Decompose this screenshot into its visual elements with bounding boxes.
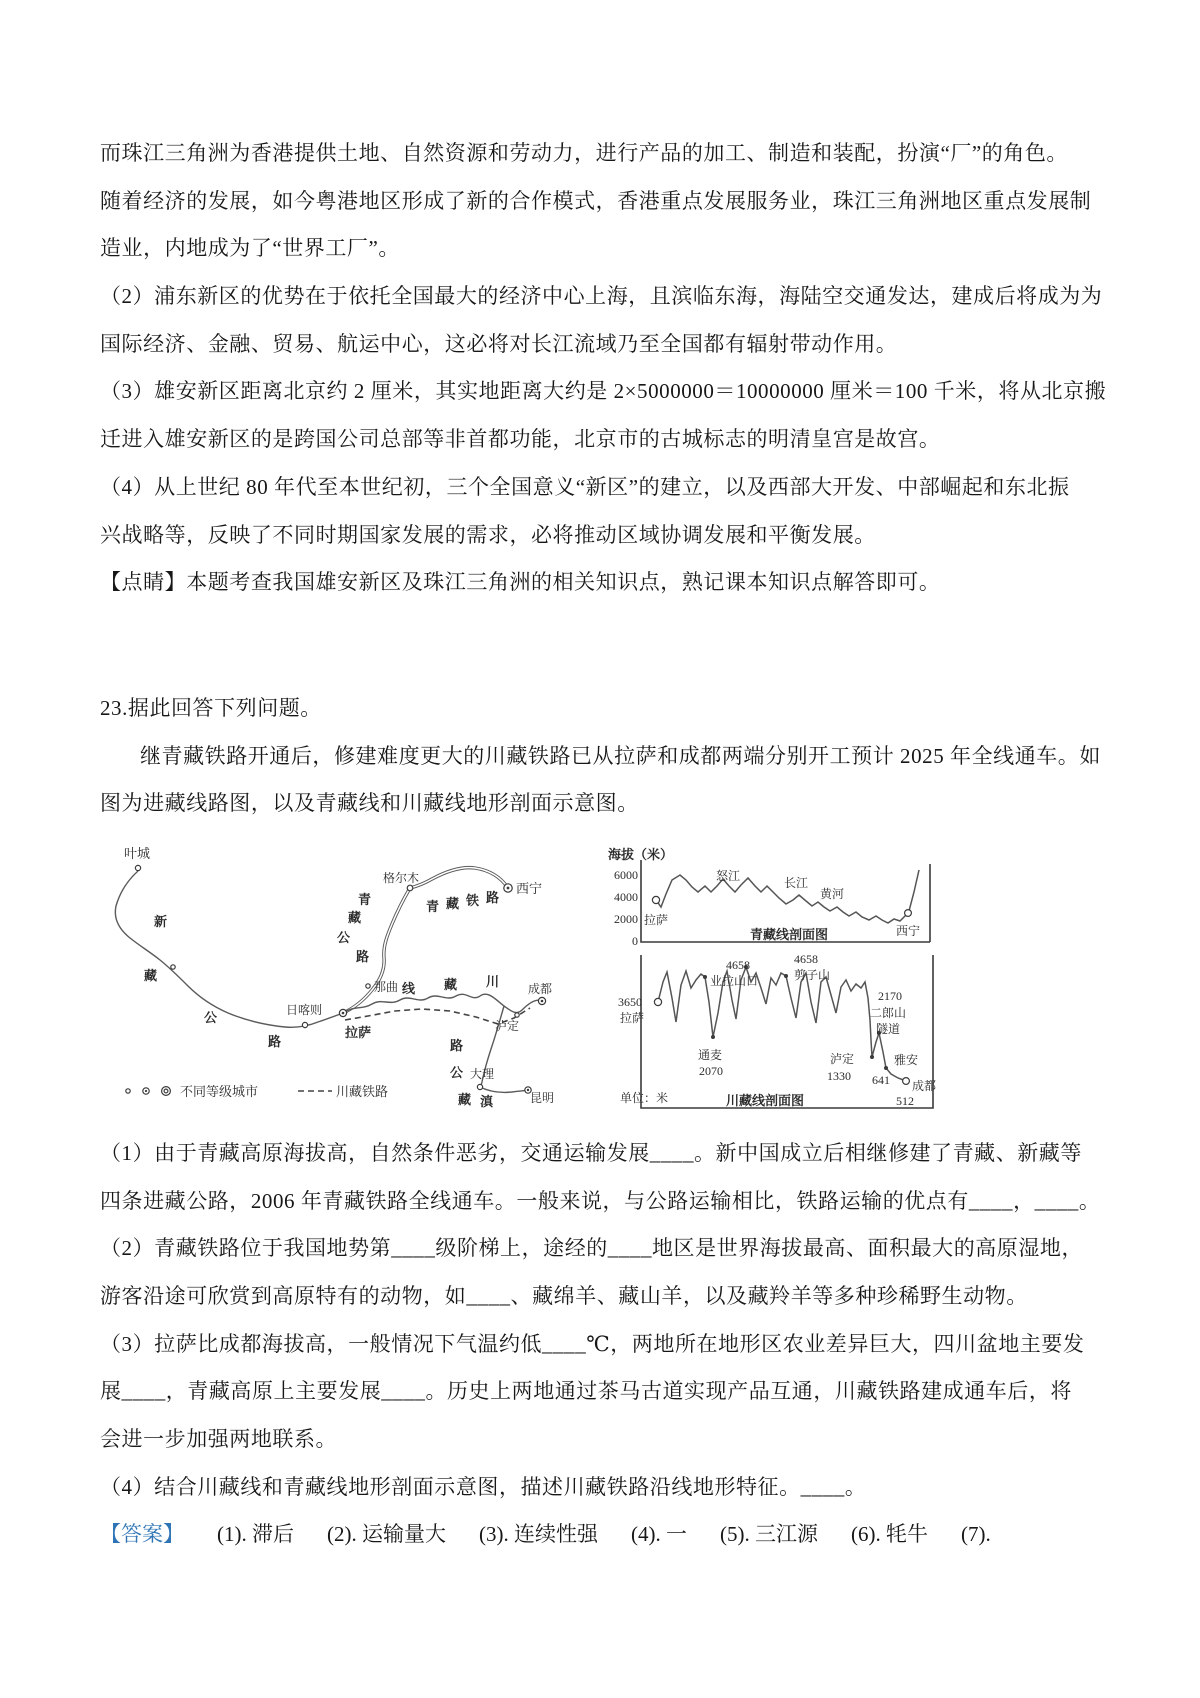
question-line: （1）由于青藏高原海拔高，自然条件恶劣，交通运输发展____。新中国成立后相继修建了青藏、新藏等 <box>100 1140 1082 1165</box>
tibet-routes-map <box>100 830 555 1110</box>
question-23-block <box>100 685 1112 828</box>
profile-cz-peak2-label: 剪子山 <box>794 967 831 982</box>
city-marker-chengdu-dot <box>541 1000 544 1003</box>
city-label-lhasa: 拉萨 <box>345 1024 372 1040</box>
answer-item: (2). 运输量大 <box>327 1522 446 1547</box>
city-label-dali: 大理 <box>470 1066 495 1081</box>
legend-city-large-inner <box>164 1089 168 1093</box>
profile-qz-ytick: 6000 <box>614 867 638 882</box>
profile-cz-start-elev: 3650 <box>618 994 642 1009</box>
text-line: 国际经济、金融、贸易、航运中心，这必将对长江流域乃至全国都有辐射带动作用。 <box>100 331 898 356</box>
city-marker-naqu <box>366 984 370 988</box>
profile-cz-chengdu-label: 成都 <box>912 1078 937 1093</box>
text-line: 造业，内地成为了“世界工厂”。 <box>100 236 400 261</box>
road-label-qingzang-road-char: 公 <box>337 929 351 945</box>
legend-cities-label: 不同等级城市 <box>180 1083 259 1099</box>
question-line: 四条进藏公路，2006 年青藏铁路全线通车。一般来说，与公路运输相比，铁路运输的优点有____，____。 <box>100 1188 1101 1213</box>
road-label-xinzang-char: 藏 <box>144 967 158 983</box>
question-line: 游客沿途可欣赏到高原特有的动物，如____、藏绵羊、藏山羊，以及藏羚羊等多种珍稀野生动物。 <box>100 1284 1028 1308</box>
road-label-chuanzang-char: 川 <box>486 973 500 989</box>
road-label-dianzang-char: 路 <box>450 1037 464 1053</box>
answer-label: 【答案】 <box>100 1522 184 1547</box>
profile-qz-end-label: 西宁 <box>896 923 921 938</box>
answer-item: (6). 牦牛 <box>851 1522 928 1547</box>
question-line: 会进一步加强两地联系。 <box>100 1427 338 1452</box>
road-label-chuanzang-char: 藏 <box>444 976 458 992</box>
road-label-chuanzang-char: 线 <box>402 980 416 996</box>
city-label-kunming: 昆明 <box>530 1090 555 1105</box>
road-label-dianzang-char: 公 <box>450 1064 464 1080</box>
profile-qz-start-label: 拉萨 <box>644 912 669 927</box>
road-label-qingzang-road-char: 青 <box>358 891 372 907</box>
text-line: 而珠江三角洲为香港提供土地、自然资源和劳动力，进行产品的加工、制造和装配，扮演“厂”的角色。 <box>100 141 1068 165</box>
profile-cz-start-label: 拉萨 <box>620 1010 645 1025</box>
railway-label-qingzang-char: 青 <box>426 898 440 914</box>
question-line: （3）拉萨比成都海拔高，一般情况下气温约低____℃，两地所在地形区农业差异巨大，四川盆地主要发 <box>100 1331 1085 1356</box>
profile-cz-luding-elev: 1330 <box>827 1068 851 1083</box>
road-label-qingzang-road-char: 藏 <box>348 909 362 925</box>
profile-cz-peak2-elev: 4658 <box>794 951 818 966</box>
railway-label-qingzang-char: 藏 <box>446 895 460 911</box>
profile-cz-chengdu-elev: 512 <box>896 1093 914 1108</box>
profile-qz-ytick: 4000 <box>614 889 638 904</box>
profile-qz-xining-marker <box>905 910 912 917</box>
city-marker <box>171 965 175 969</box>
profile-qz-river-label: 怒江 <box>716 868 741 883</box>
profile-qz-river-label: 长江 <box>784 875 809 890</box>
profile-cz-luding-dot <box>870 1055 874 1059</box>
road-label-qingzang-road-char: 路 <box>356 948 370 964</box>
city-marker-dali <box>477 1084 482 1089</box>
city-label-chengdu: 成都 <box>528 981 553 996</box>
profile-cz-peak1-elev: 4658 <box>726 957 750 972</box>
text-line: 兴战略等，反映了不同时期国家发展的需求，必将推动区域协调发展和平衡发展。 <box>100 522 876 547</box>
answer-item: (1). 滞后 <box>217 1522 294 1547</box>
city-label-golmud: 格尔木 <box>383 870 420 885</box>
railway-label-qingzang-char: 铁 <box>466 892 480 908</box>
answers-row <box>100 1511 1112 1559</box>
profile-cz-yaan-elev: 641 <box>872 1072 890 1087</box>
profile-cz-lhasa-marker <box>654 998 661 1005</box>
road-label-dianzang-char: 藏 <box>458 1091 472 1107</box>
answer-explanation-block <box>100 130 1112 607</box>
profile-cz-unit-label: 单位：米 <box>620 1090 669 1105</box>
profile-cz-yaan-dot <box>884 1066 888 1070</box>
city-marker-rikaze <box>302 1022 307 1027</box>
city-marker-lhasa-dot <box>342 1012 345 1015</box>
profile-qz-ylabel: 海拔（米） <box>608 846 674 862</box>
road-label-xinzang-char: 公 <box>204 1009 218 1025</box>
road-label-dianzang-char: 滇 <box>480 1093 494 1109</box>
city-label-luding: 泸定 <box>495 1018 520 1033</box>
question-number-heading: 23.据此回答下列问题。 <box>100 695 322 720</box>
profile-cz-luding-label: 泸定 <box>830 1051 855 1066</box>
legend-city-medium-dot <box>145 1090 147 1092</box>
profile-cz-tongmai-dot <box>711 1035 715 1039</box>
road-label-xinzang-char: 新 <box>154 913 168 929</box>
city-marker-kunming-dot <box>527 1089 529 1091</box>
city-marker-golmud <box>407 885 413 891</box>
question-line: 展____，青藏高原上主要发展____。历史上两地通过茶马古道实现产品互通，川藏铁路建成通车后，将 <box>100 1379 1072 1404</box>
answer-item: (3). 连续性强 <box>479 1522 598 1547</box>
profile-cz-line <box>658 967 906 1081</box>
city-label-rikaze: 日喀则 <box>286 1002 323 1017</box>
question-line: （2）青藏铁路位于我国地势第____级阶梯上，途经的____地区是世界海拔最高、面积最大的高原湿地， <box>100 1236 1083 1261</box>
railway-label-qingzang-char: 路 <box>486 889 500 905</box>
answer-item: (4). 一 <box>631 1522 687 1547</box>
profile-qz-ytick: 2000 <box>614 911 638 926</box>
answer-item: (5). 三江源 <box>720 1522 818 1547</box>
city-marker-xining-dot <box>507 887 510 890</box>
city-label-xining: 西宁 <box>516 880 543 896</box>
text-line: （3）雄安新区距离北京约 2 厘米，其实地距离大约是 2×5000000＝10000000 厘米＝100 千米，将从北京搬 <box>100 379 1107 404</box>
profile-cz-peak1-dot <box>703 975 707 979</box>
profile-cz-tongmai-elev: 2070 <box>699 1063 723 1078</box>
profile-cz-peak2-dot <box>784 974 788 978</box>
text-line: 随着经济的发展，如今粤港地区形成了新的合作模式，香港重点发展服务业，珠江三角洲地区重点发展制 <box>100 188 1092 213</box>
city-label-naqu: 那曲 <box>374 979 399 994</box>
text-line: 图为进藏线路图，以及青藏线和川藏线地形剖面示意图。 <box>100 791 639 816</box>
road-label-xinzang-char: 路 <box>268 1033 282 1049</box>
profile-qz-lhasa-marker <box>652 896 659 903</box>
dianjing-note-line: 【点睛】本题考查我国雄安新区及珠江三角洲的相关知识点，熟记课本知识点解答即可。 <box>100 570 941 595</box>
city-label-yecheng: 叶城 <box>124 845 151 861</box>
city-marker-luding <box>515 1013 519 1017</box>
map-legend <box>126 1084 388 1099</box>
text-line: （2）浦东新区的优势在于依托全国最大的经济中心上海，且滨临东海，海陆空交通发达，建成后将成为为 <box>100 284 1103 309</box>
profile-cz-tunnel-label: 二郎山 <box>870 1005 907 1020</box>
text-line: （4）从上世纪 80 年代至本世纪初，三个全国意义“新区”的建立，以及西部大开发、中部崛起和东北振 <box>100 474 1070 499</box>
profile-cz-title: 川藏线剖面图 <box>726 1092 805 1108</box>
profile-cz-peak1-label: 业拉山口 <box>710 973 759 988</box>
answer-item: (7). <box>961 1522 991 1547</box>
profile-qz-ytick: 0 <box>632 933 638 948</box>
question-line: （4）结合川藏线和青藏线地形剖面示意图，描述川藏铁路沿线地形特征。____。 <box>100 1474 867 1499</box>
figures-row <box>100 830 1112 1120</box>
text-line: 迁进入雄安新区的是跨国公司总部等非首都功能，北京市的古城标志的明清皇宫是故宫。 <box>100 427 941 452</box>
questions-block <box>100 1130 1112 1512</box>
profile-cz-yaan-label: 雅安 <box>894 1052 919 1067</box>
profile-qz-river-label: 黄河 <box>820 886 845 901</box>
profile-cz-tunnel-elev: 2170 <box>878 988 902 1003</box>
city-marker-yecheng <box>135 865 140 870</box>
elevation-profiles <box>558 830 1118 1115</box>
text-line: 继青藏铁路开通后，修建难度更大的川藏铁路已从拉萨和成都两端分别开工预计 2025 年全线通车。如 <box>140 743 1101 768</box>
profile-cz-chengdu-marker <box>903 1078 910 1085</box>
legend-city-small-icon <box>126 1089 130 1093</box>
profile-cz-tunnel-label2: 隧道 <box>876 1021 901 1036</box>
legend-railway-label: 川藏铁路 <box>336 1083 389 1099</box>
profile-cz-tongmai-label: 通麦 <box>698 1047 723 1062</box>
profile-qz-title: 青藏线剖面图 <box>750 926 829 942</box>
